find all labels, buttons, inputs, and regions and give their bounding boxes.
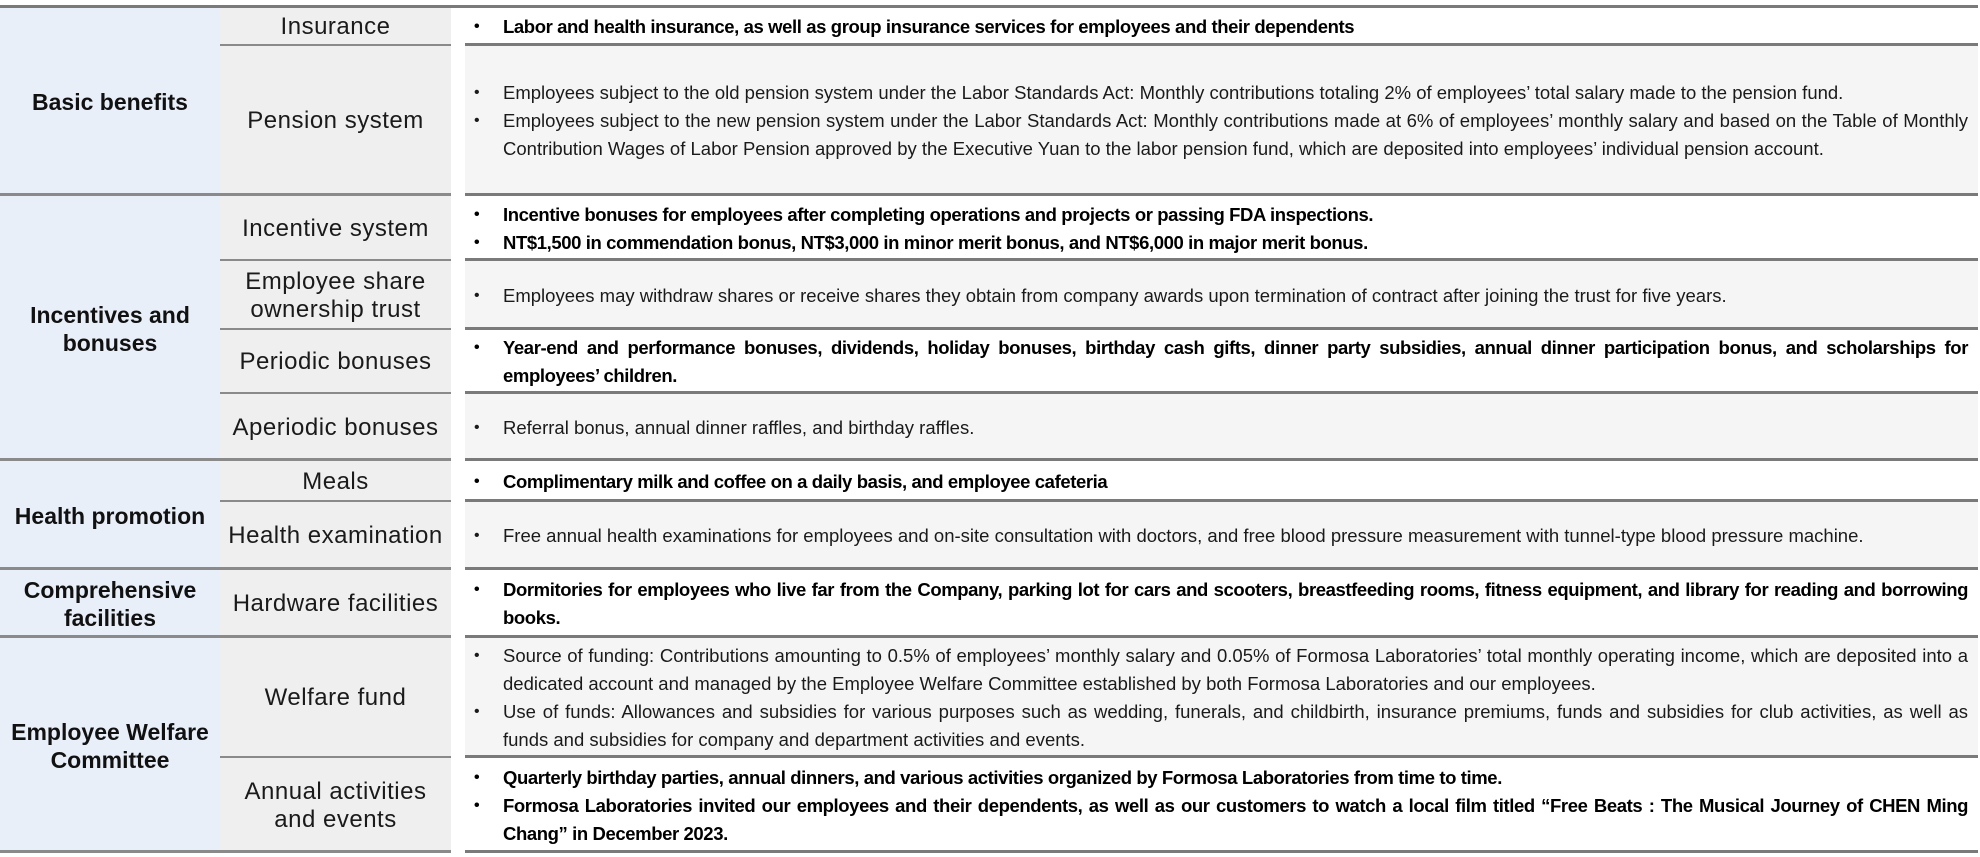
bullet-text: Use of funds: Allowances and subsidies for various purposes such as wedding, funerals, and childbirth, insurance premiums, funds and subsidies for club activities, as well as funds and subsidies for company and department activities and events. bbox=[503, 701, 1968, 750]
bullet-item bbox=[465, 107, 1968, 163]
benefit-section bbox=[0, 461, 1980, 570]
category-label: Incentives and bonuses bbox=[0, 196, 220, 461]
bullet-icon: • bbox=[474, 647, 480, 664]
bullet-text: Employees may withdraw shares or receive shares they obtain from company awards upon termination of contract after joining the trust for five years. bbox=[503, 284, 1727, 306]
subcategory-label: Incentive system bbox=[220, 196, 451, 261]
bullet-icon: • bbox=[474, 796, 480, 814]
table-row bbox=[220, 8, 1980, 46]
bullet-icon: • bbox=[474, 527, 480, 544]
bullet-item bbox=[465, 334, 1968, 390]
bullet-item bbox=[465, 468, 1968, 496]
benefit-section bbox=[0, 570, 1980, 638]
bullet-text: Dormitories for employees who live far from the Company, parking lot for cars and scooters, breastfeeding rooms, fitness equipment, and library for reading and borrowing books. bbox=[503, 579, 1968, 628]
row-divider bbox=[465, 850, 1978, 853]
bullet-item bbox=[465, 282, 1968, 310]
bullet-item bbox=[465, 414, 1968, 442]
bullet-text: Incentive bonuses for employees after completing operations and projects or passing FDA inspections. bbox=[503, 203, 1374, 225]
table-row bbox=[220, 638, 1980, 758]
bullet-icon: • bbox=[474, 233, 480, 251]
bullet-text: Formosa Laboratories invited our employees and their dependents, as well as our customers to watch a local film titled “Free Beats : The Musical Journey of CHEN Ming Chang” in December 2023. bbox=[503, 794, 1968, 844]
bullet-icon: • bbox=[474, 205, 480, 223]
bullet-item bbox=[465, 229, 1968, 257]
bullet-icon: • bbox=[474, 339, 480, 356]
bullet-item bbox=[465, 201, 1968, 229]
bullet-icon: • bbox=[474, 581, 480, 598]
row-content bbox=[465, 330, 1978, 394]
bullet-text: Labor and health insurance, as well as group insurance services for employees and their dependents bbox=[503, 16, 1355, 37]
bullet-item bbox=[465, 698, 1968, 754]
bullet-icon: • bbox=[474, 418, 480, 436]
bullet-text: NT$1,500 in commendation bonus, NT$3,000 in minor merit bonus, and NT$6,000 in major merit bonus. bbox=[503, 231, 1368, 253]
bullet-item bbox=[465, 792, 1968, 848]
table-row bbox=[220, 570, 1980, 638]
row-content bbox=[465, 758, 1978, 853]
table-row bbox=[220, 502, 1980, 570]
bullet-item bbox=[465, 522, 1968, 550]
row-content bbox=[465, 461, 1978, 502]
row-content bbox=[465, 46, 1978, 196]
category-label: Health promotion bbox=[0, 461, 220, 570]
table-row bbox=[220, 758, 1980, 853]
row-content bbox=[465, 502, 1978, 570]
table-row bbox=[220, 461, 1980, 502]
bullet-icon: • bbox=[474, 84, 480, 101]
row-content bbox=[465, 196, 1978, 261]
row-content bbox=[465, 638, 1978, 758]
subcategory-label: Periodic bonuses bbox=[220, 330, 451, 394]
bullet-text: Referral bonus, annual dinner raffles, and birthday raffles. bbox=[503, 416, 975, 438]
bullet-text: Year-end and performance bonuses, dividends, holiday bonuses, birthday cash gifts, dinner party subsidies, annual dinner participation bonus, and scholarships for employees’ children. bbox=[503, 337, 1968, 386]
benefit-section bbox=[0, 8, 1980, 196]
benefit-section bbox=[0, 638, 1980, 853]
subcategory-label: Pension system bbox=[220, 46, 451, 196]
bullet-text: Source of funding: Contributions amounting to 0.5% of employees’ monthly salary and 0.05% of Formosa Laboratories’ total monthly operating income, which are deposited into a dedicated account and managed by the Employee Welfare Committee established by both Formosa Laboratories and our employees. bbox=[503, 645, 1968, 694]
bullet-icon: • bbox=[474, 703, 480, 720]
row-content bbox=[465, 8, 1978, 46]
subcategory-label: Health examination bbox=[220, 502, 451, 570]
bullet-icon: • bbox=[474, 472, 480, 490]
bullet-text: Complimentary milk and coffee on a daily basis, and employee cafeteria bbox=[503, 470, 1108, 492]
bullet-icon: • bbox=[474, 768, 480, 786]
row-content bbox=[465, 394, 1978, 461]
category-label: Employee Welfare Committee bbox=[0, 638, 220, 853]
row-divider bbox=[220, 850, 451, 853]
bullet-text: Employees subject to the old pension system under the Labor Standards Act: Monthly contributions totaling 2% of employees’ total salary made to the pension fund. bbox=[503, 82, 1844, 103]
subcategory-label: Hardware facilities bbox=[220, 570, 451, 638]
bullet-item bbox=[465, 642, 1968, 698]
table-row bbox=[220, 261, 1980, 330]
subcategory-label: Aperiodic bonuses bbox=[220, 394, 451, 461]
subcategory-label: Annual activities and events bbox=[220, 758, 451, 853]
bullet-icon: • bbox=[474, 18, 480, 35]
bullet-text: Quarterly birthday parties, annual dinners, and various activities organized by Formosa Laboratories from time to time. bbox=[503, 766, 1502, 788]
table-row bbox=[220, 196, 1980, 261]
category-label: Comprehensive facilities bbox=[0, 570, 220, 638]
bullet-text: Employees subject to the new pension system under the Labor Standards Act: Monthly contributions made at 6% of employees’ monthly salary and based on the Table of Monthly Contribution Wages of Labor Pension approved by the Executive Yuan to the labor pension fund, which are deposited into employees’ individual pension account. bbox=[503, 110, 1968, 159]
table-row bbox=[220, 46, 1980, 196]
subcategory-label: Insurance bbox=[220, 8, 451, 46]
subcategory-label: Meals bbox=[220, 461, 451, 502]
bullet-icon: • bbox=[474, 286, 480, 304]
bullet-text: Free annual health examinations for employees and on-site consultation with doctors, and free blood pressure measurement with tunnel-type blood pressure machine. bbox=[503, 525, 1864, 546]
row-content bbox=[465, 261, 1978, 330]
benefit-section bbox=[0, 196, 1980, 461]
section-divider bbox=[0, 850, 220, 853]
bullet-item bbox=[465, 13, 1968, 41]
bullet-icon: • bbox=[474, 112, 480, 129]
category-label: Basic benefits bbox=[0, 8, 220, 196]
bullet-item bbox=[465, 79, 1968, 107]
subcategory-label: Welfare fund bbox=[220, 638, 451, 758]
table-row bbox=[220, 394, 1980, 461]
bullet-item bbox=[465, 576, 1968, 632]
table-row bbox=[220, 330, 1980, 394]
subcategory-label: Employee share ownership trust bbox=[220, 261, 451, 330]
row-content bbox=[465, 570, 1978, 638]
bullet-item bbox=[465, 764, 1968, 792]
